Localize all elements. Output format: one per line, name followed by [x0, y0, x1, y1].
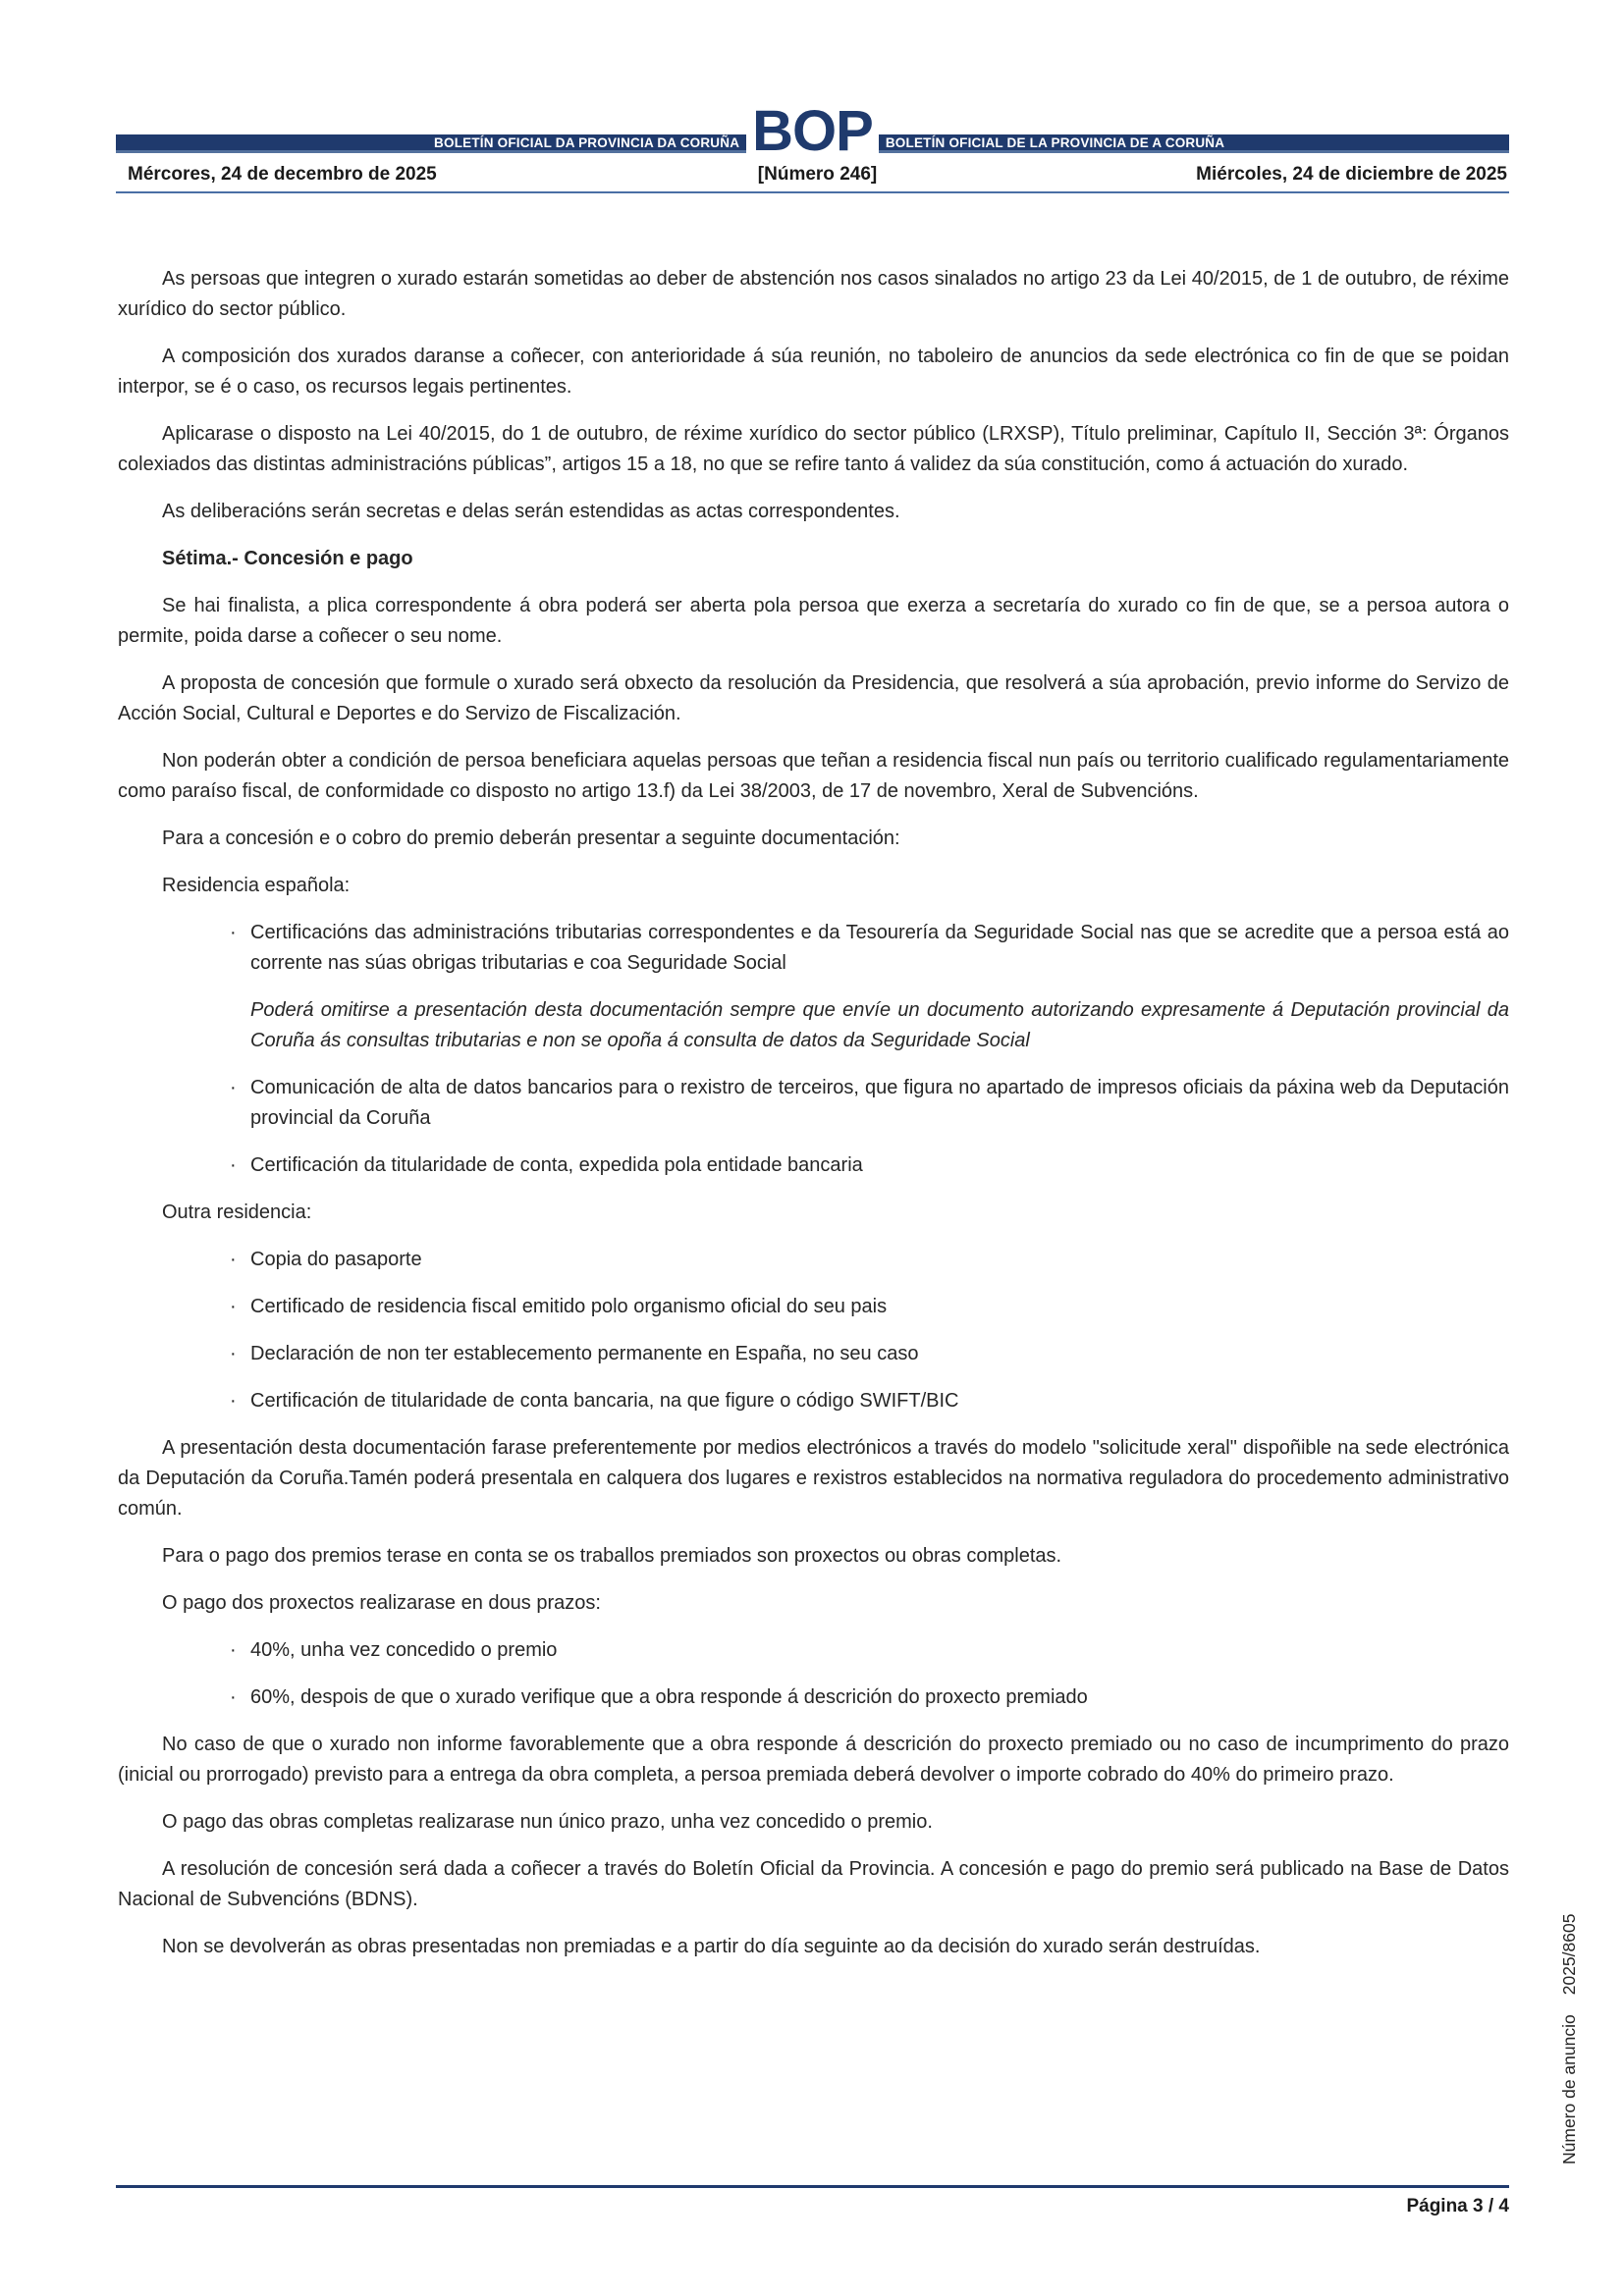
- paragraph: As persoas que integren o xurado estarán sometidas ao deber de abstención nos casos sinalados no artigo 23 da Lei 40/2015, de 1 de outubro, de réxime xurídico do sector público.: [118, 268, 1509, 320]
- page-number: Página 3 / 4: [1406, 2196, 1509, 2216]
- banner-spanish-title: BOLETÍN OFICIAL DE LA PROVINCIA DE A CORUÑA: [879, 134, 1509, 153]
- paragraph: A presentación desta documentación farase preferentemente por medios electrónicos a través do modelo "solicitude xeral" dispoñible na sede electrónica da Deputación da Coruña.Tamén poderá presentala en calquera dos lugares e rexistros establecidos na normativa reguladora do procedemento administrativo común.: [118, 1437, 1509, 1520]
- footer-rule: [116, 2185, 1509, 2188]
- banner-galician-title: BOLETÍN OFICIAL DA PROVINCIA DA CORUÑA: [116, 134, 746, 153]
- banner-row: [116, 99, 1509, 163]
- bullet-item: · Declaración de non ter establecemento permanente en España, no seu caso: [118, 1339, 1509, 1369]
- italic-note: Poderá omitirse a presentación desta documentación sempre que envíe un documento autorizando expresamente á Deputación provincial da Coruña ás consultas tributarias e non se opoña á consulta de datos da Seguridade Social: [250, 999, 1509, 1051]
- announcement-number: [1559, 1870, 1581, 2164]
- announcement-number-value: 2025/8605: [1559, 1913, 1579, 1996]
- paragraph: Residencia española:: [162, 875, 351, 896]
- paragraph: Aplicarase o disposto na Lei 40/2015, do 1 de outubro, de réxime xurídico do sector público (LRXSP), Título preliminar, Capítulo II, Sección 3ª: Órganos colexiados das distintas administracións públicas”, artigos 15 a 18, no que se refire tanto á validez da súa constitución, como á actuación do xurado.: [118, 423, 1509, 475]
- date-galician: Mércores, 24 de decembro de 2025: [128, 164, 437, 185]
- paragraph: A composición dos xurados daranse a coñecer, con anterioridade á súa reunión, no taboleiro de anuncios da sede electrónica co fin de que se poidan interpor, se é o caso, os recursos legais pertinentes.: [118, 346, 1509, 398]
- paragraph: Para o pago dos premios terase en conta se os traballos premiados son proxectos ou obras completas.: [162, 1545, 1062, 1567]
- bullet-item: · Certificación da titularidade de conta, expedida pola entidade bancaria: [118, 1150, 1509, 1181]
- paragraph: Para a concesión e o cobro do premio deberán presentar a seguinte documentación:: [162, 828, 900, 849]
- paragraph: Outra residencia:: [162, 1201, 312, 1223]
- paragraph: Non se devolverán as obras presentadas non premiadas e a partir do día seguinte ao da decisión do xurado serán destruídas.: [162, 1936, 1261, 1957]
- bulletin-header: [116, 99, 1509, 193]
- announcement-number-label: Número de anuncio: [1559, 2014, 1579, 2164]
- section-heading: Sétima.- Concesión e pago: [162, 548, 413, 569]
- bullet-item: · Copia do pasaporte: [118, 1245, 1509, 1275]
- bullet-item: · Comunicación de alta de datos bancarios para o rexistro de terceiros, que figura no apartado de impresos oficiais da páxina web da Deputación provincial da Coruña: [118, 1073, 1509, 1134]
- bullet-item: · 40%, unha vez concedido o premio: [118, 1635, 1509, 1666]
- paragraph: O pago dos proxectos realizarase en dous prazos:: [162, 1592, 601, 1614]
- paragraph: Se hai finalista, a plica correspondente á obra poderá ser aberta pola persoa que exerza a secretaría do xurado co fin de que, se a persoa autora o permite, poida darse a coñecer o seu nome.: [118, 595, 1509, 647]
- bullet-item: · Certificación de titularidade de conta bancaria, na que figure o código SWIFT/BIC: [118, 1386, 1509, 1416]
- issue-number: [Número 246]: [757, 164, 878, 185]
- bullet-item: · Certificacións das administracións tributarias correspondentes e da Tesourería da Seguridade Social nas que se acredite que a persoa está ao corrente nas súas obrigas tributarias e coa Seguridade Social: [118, 918, 1509, 979]
- paragraph: No caso de que o xurado non informe favorablemente que a obra responde á descrición do proxecto premiado ou no caso de incumprimento do prazo (inicial ou prorrogado) previsto para a entrega da obra completa, a persoa premiada deberá devolver o importe cobrado do 40% do primeiro prazo.: [118, 1734, 1509, 1786]
- document-body: [118, 193, 1509, 1962]
- date-spanish: Miércoles, 24 de diciembre de 2025: [1196, 164, 1508, 185]
- bop-logo: BOP: [752, 99, 873, 163]
- bullet-item: · 60%, despois de que o xurado verifique que a obra responde á descrición do proxecto premiado: [118, 1682, 1509, 1713]
- paragraph: Non poderán obter a condición de persoa beneficiara aquelas persoas que teñan a residencia fiscal nun país ou territorio cualificado regulamentariamente como paraíso fiscal, de conformidade co disposto no artigo 13.f) da Lei 38/2003, de 17 de novembro, Xeral de Subvencións.: [118, 750, 1509, 802]
- paragraph: A proposta de concesión que formule o xurado será obxecto da resolución da Presidencia, que resolverá a súa aprobación, previo informe do Servizo de Acción Social, Cultural e Deportes e do Servizo de Fiscalización.: [118, 672, 1509, 724]
- paragraph: A resolución de concesión será dada a coñecer a través do Boletín Oficial da Provincia. A concesión e pago do premio será publicado na Base de Datos Nacional de Subvencións (BDNS).: [118, 1858, 1509, 1910]
- bullet-item: · Certificado de residencia fiscal emitido polo organismo oficial do seu pais: [118, 1292, 1509, 1322]
- paragraph: O pago das obras completas realizarase nun único prazo, unha vez concedido o premio.: [162, 1811, 933, 1833]
- paragraph: As deliberacións serán secretas e delas serán estendidas as actas correspondentes.: [162, 501, 900, 522]
- date-row: [116, 164, 1509, 186]
